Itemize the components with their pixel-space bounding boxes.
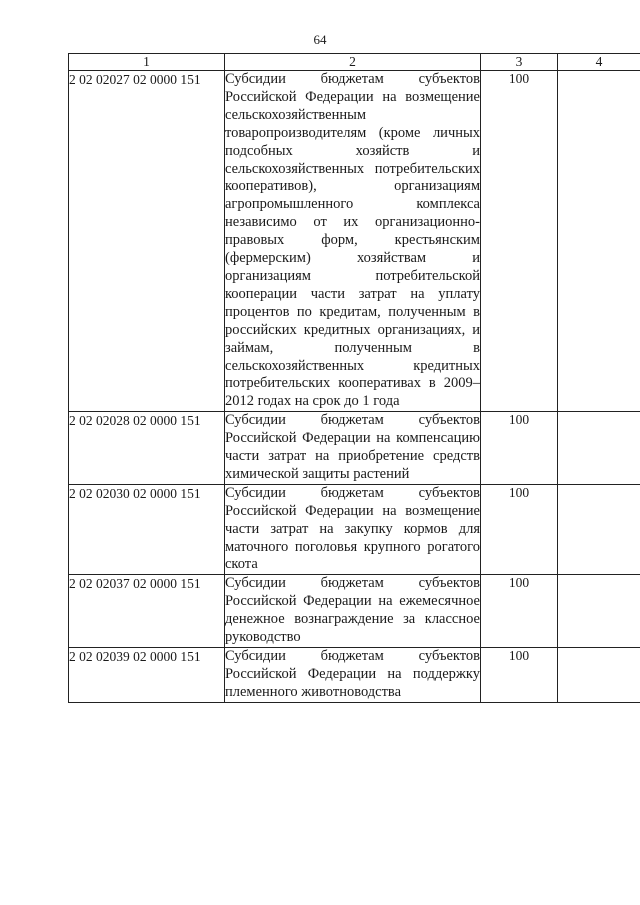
value-column-3: 100	[481, 484, 558, 575]
subsidy-description: Субсидии бюджетам субъектов Российской Федерации на компенсацию части затрат на приобретение средств химической защиты растений	[225, 412, 481, 485]
subsidy-description: Субсидии бюджетам субъектов Российской Федерации на поддержку племенного животноводства	[225, 648, 481, 703]
table-row	[69, 575, 640, 648]
budget-code: 2 02 02027 02 0000 151	[69, 71, 225, 412]
page-number: 64	[313, 32, 327, 47]
value-column-3: 100	[481, 412, 558, 485]
table-row	[69, 484, 640, 575]
budget-code: 2 02 02028 02 0000 151	[69, 412, 225, 485]
value-column-4	[558, 648, 640, 703]
value-column-4	[558, 484, 640, 575]
column-header-3: 3	[481, 54, 558, 71]
table-row	[69, 71, 640, 412]
budget-code: 2 02 02039 02 0000 151	[69, 648, 225, 703]
table-row	[69, 648, 640, 703]
column-header-2: 2	[225, 54, 481, 71]
table-row	[69, 412, 640, 485]
budget-code: 2 02 02037 02 0000 151	[69, 575, 225, 648]
value-column-3: 100	[481, 575, 558, 648]
subsidy-description: Субсидии бюджетам субъектов Российской Федерации на возмещение сельскохозяйственным товаропроизводителям (кроме личных подсобных хозяйств и сельскохозяйственных потребительских кооперативов), организациям агропромышленного комплекса независимо от их организационно-правовых форм, крестьянским (фермерским) хозяйствам и организациям потребительской кооперации части затрат на уплату процентов по кредитам, полученным в российских кредитных организациях, и займам, полученным в сельскохозяйственных кредитных потребительских кооперативах в 2009–2012 годах на срок до 1 года	[225, 71, 481, 412]
value-column-3: 100	[481, 71, 558, 412]
value-column-4	[558, 412, 640, 485]
value-column-4	[558, 71, 640, 412]
subsidy-description: Субсидии бюджетам субъектов Российской Федерации на возмещение части затрат на закупку кормов для маточного поголовья крупного рогатого скота	[225, 484, 481, 575]
budget-code: 2 02 02030 02 0000 151	[69, 484, 225, 575]
value-column-4	[558, 575, 640, 648]
budget-table	[68, 53, 640, 703]
subsidy-description: Субсидии бюджетам субъектов Российской Федерации на ежемесячное денежное вознаграждение за классное руководство	[225, 575, 481, 648]
table-header-row	[69, 54, 640, 71]
column-header-1: 1	[69, 54, 225, 71]
column-header-4: 4	[558, 54, 640, 71]
value-column-3: 100	[481, 648, 558, 703]
